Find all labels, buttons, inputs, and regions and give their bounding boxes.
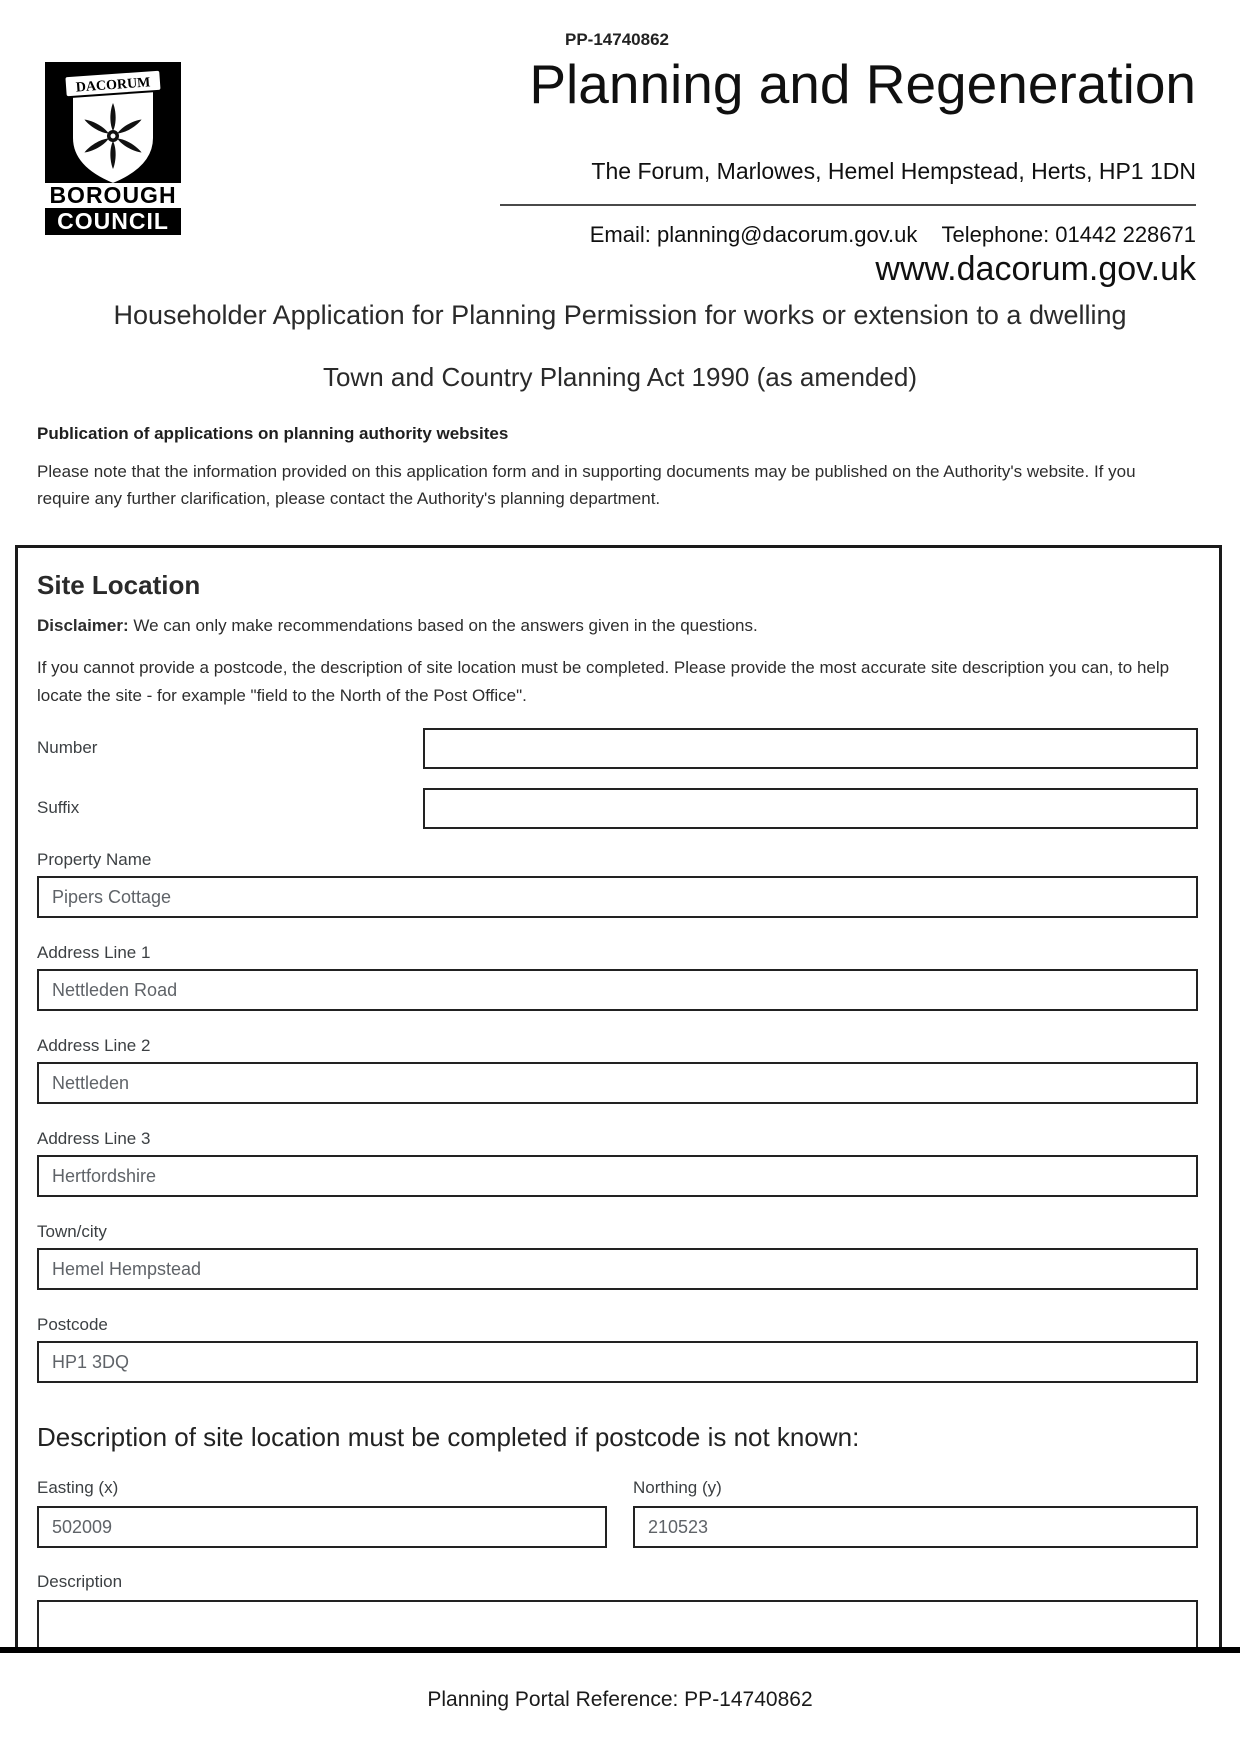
disclaimer-text: Disclaimer: We can only make recommendations based on the answers given in the questions. [37, 616, 758, 635]
contact-email: Email: planning@dacorum.gov.uk [589, 222, 918, 247]
town-city-label: Town/city [37, 1222, 107, 1241]
department-address: The Forum, Marlowes, Hemel Hempstead, Herts, HP1 1DN [591, 158, 1196, 184]
council-website: www.dacorum.gov.uk [875, 250, 1196, 288]
easting-input[interactable] [37, 1506, 607, 1548]
department-title: Planning and Regeneration [529, 53, 1196, 115]
address-line-2-label: Address Line 2 [37, 1036, 151, 1055]
svg-text:DACORUM: DACORUM [75, 75, 151, 96]
page-break-rule [0, 1647, 1240, 1653]
publication-note: Please note that the information provided on this application form and in supporting documents may be published on the Authority's website. If you require any further clarification, please contact the Authority's planning department. [37, 462, 1136, 508]
contact-phone: Telephone: 01442 228671 [941, 222, 1196, 247]
publication-heading: Publication of applications on planning authority websites [37, 424, 509, 443]
description-label: Description [37, 1572, 123, 1591]
suffix-input[interactable] [423, 788, 1198, 829]
easting-label: Easting (x) [37, 1478, 119, 1497]
northing-label: Northing (y) [633, 1478, 722, 1497]
property-name-input[interactable] [37, 876, 1198, 918]
description-input[interactable] [37, 1600, 1198, 1647]
address-line-1-label: Address Line 1 [37, 943, 151, 962]
northing-input[interactable] [633, 1506, 1198, 1548]
disclaimer-label: Disclaimer: [37, 616, 129, 635]
form-title: Householder Application for Planning Permission for works or extension to a dwelling [113, 300, 1127, 330]
postcode-input[interactable] [37, 1341, 1198, 1383]
council-logo [45, 62, 181, 235]
header-divider [500, 204, 1196, 206]
act-subtitle: Town and Country Planning Act 1990 (as amended) [322, 362, 918, 392]
number-input[interactable] [423, 728, 1198, 769]
logo-borough-text: BOROUGH [45, 183, 181, 208]
address-line-3-input[interactable] [37, 1155, 1198, 1197]
town-city-input[interactable] [37, 1248, 1198, 1290]
section-title: Site Location [37, 570, 201, 600]
site-location-section [15, 545, 1222, 1647]
contact-line [590, 222, 1196, 248]
suffix-label: Suffix [37, 798, 80, 817]
address-line-2-input[interactable] [37, 1062, 1198, 1104]
planning-portal-reference: Planning Portal Reference: PP-14740862 [427, 1688, 813, 1711]
logo-council-text: COUNCIL [45, 208, 181, 235]
planning-reference: PP-14740862 [565, 30, 669, 49]
dacorum-crest-icon [45, 62, 181, 183]
number-label: Number [37, 738, 98, 757]
property-name-label: Property Name [37, 850, 152, 869]
description-requirement-heading: Description of site location must be completed if postcode is not known: [37, 1422, 860, 1452]
postcode-label: Postcode [37, 1315, 108, 1334]
address-line-1-input[interactable] [37, 969, 1198, 1011]
postcode-instruction: If you cannot provide a postcode, the description of site location must be completed. Please provide the most accurate site description you can, to help locate the site - for example "field to the North of the Post Office". [37, 658, 1170, 705]
address-line-3-label: Address Line 3 [37, 1129, 151, 1148]
